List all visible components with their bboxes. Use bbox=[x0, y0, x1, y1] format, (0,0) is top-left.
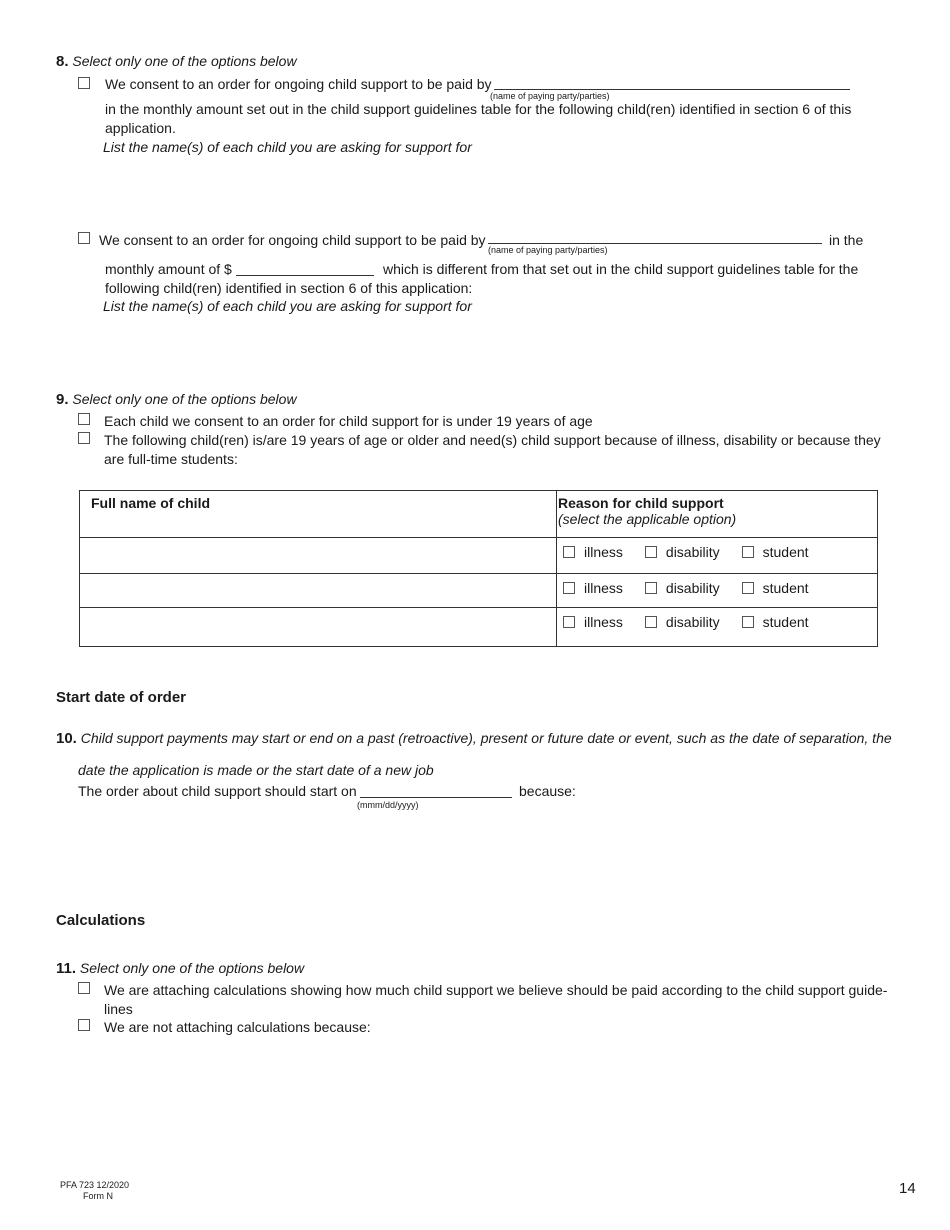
section-10-instruction: 10. Child support payments may start or end on a past (retroactive), present or future date or event, such as the date of separation, the bbox=[56, 730, 892, 747]
s11-option1-checkbox[interactable] bbox=[78, 982, 90, 994]
form-name: Form N bbox=[83, 1191, 113, 1201]
s9-option2-line2: are full-time students: bbox=[104, 451, 238, 467]
student-checkbox[interactable] bbox=[742, 616, 754, 628]
reason-cell bbox=[557, 608, 878, 647]
child-name-cell[interactable] bbox=[80, 574, 557, 608]
s8-option2-line3: following child(ren) identified in section 6 of this application: bbox=[105, 280, 473, 296]
section-11-header: 11. Select only one of the options below bbox=[56, 960, 305, 977]
disability-option[interactable]: disability bbox=[645, 614, 720, 630]
disability-option[interactable]: disability bbox=[645, 580, 720, 596]
child-name-cell[interactable] bbox=[80, 608, 557, 647]
s8-option2-paying-party-field[interactable] bbox=[488, 243, 822, 244]
s8-option2-caption: (name of paying party/parties) bbox=[488, 245, 608, 255]
illness-checkbox[interactable] bbox=[563, 582, 575, 594]
col-full-name-header: Full name of child bbox=[80, 491, 557, 538]
child-name-cell[interactable] bbox=[80, 538, 557, 574]
s8-option1-line3: application. bbox=[105, 120, 176, 136]
s9-option1-text: Each child we consent to an order for child support for is under 19 years of age bbox=[104, 413, 593, 429]
s9-option1-checkbox[interactable] bbox=[78, 413, 90, 425]
illness-option[interactable]: illness bbox=[563, 614, 623, 630]
s8-option1-line2: in the monthly amount set out in the child support guidelines table for the following child(ren) identified in section 6 of this bbox=[105, 101, 852, 117]
disability-checkbox[interactable] bbox=[645, 616, 657, 628]
s11-option2-checkbox[interactable] bbox=[78, 1019, 90, 1031]
table-row bbox=[80, 608, 878, 647]
disability-checkbox[interactable] bbox=[645, 546, 657, 558]
s8-option2-monthly-label: monthly amount of $ bbox=[105, 261, 232, 277]
section-10-instruction-line2: date the application is made or the start date of a new job bbox=[78, 762, 434, 778]
s8-option2-checkbox[interactable] bbox=[78, 232, 90, 244]
s8-option1-paying-party-field[interactable] bbox=[494, 89, 850, 90]
table-header-row bbox=[80, 491, 878, 538]
student-checkbox[interactable] bbox=[742, 582, 754, 594]
children-table bbox=[79, 490, 878, 647]
illness-option[interactable]: illness bbox=[563, 580, 623, 596]
s9-option2-line1: The following child(ren) is/are 19 years of age or older and need(s) child support because of illness, disability or because they bbox=[104, 432, 881, 448]
s9-option2-checkbox[interactable] bbox=[78, 432, 90, 444]
student-option[interactable]: student bbox=[742, 544, 809, 560]
table-row bbox=[80, 538, 878, 574]
s8-option1-text: We consent to an order for ongoing child support to be paid by bbox=[105, 76, 492, 92]
s8-option2-in-the: in the bbox=[829, 232, 864, 248]
start-date-heading: Start date of order bbox=[56, 689, 187, 706]
s8-option1-caption: (name of paying party/parties) bbox=[490, 91, 610, 101]
illness-option[interactable]: illness bbox=[563, 544, 623, 560]
start-date-field[interactable] bbox=[360, 797, 512, 798]
col-reason-header: Reason for child support (select the applicable option) bbox=[557, 491, 878, 538]
s8-option1-checkbox[interactable] bbox=[78, 77, 90, 89]
s8-option2-list-label: List the name(s) of each child you are asking for support for bbox=[103, 298, 472, 314]
start-date-caption: (mmm/dd/yyyy) bbox=[357, 800, 419, 810]
section-8-header: 8. Select only one of the options below bbox=[56, 53, 297, 70]
illness-checkbox[interactable] bbox=[563, 616, 575, 628]
start-date-because: because: bbox=[519, 783, 576, 799]
s8-option2-different-text: which is different from that set out in the child support guidelines table for the bbox=[383, 261, 859, 277]
page-number: 14 bbox=[899, 1180, 916, 1197]
illness-checkbox[interactable] bbox=[563, 546, 575, 558]
reason-cell bbox=[557, 538, 878, 574]
disability-checkbox[interactable] bbox=[645, 582, 657, 594]
student-checkbox[interactable] bbox=[742, 546, 754, 558]
s8-option2-amount-field[interactable] bbox=[236, 275, 374, 276]
calculations-heading: Calculations bbox=[56, 912, 146, 929]
disability-option[interactable]: disability bbox=[645, 544, 720, 560]
start-date-label: The order about child support should start on bbox=[78, 783, 357, 799]
section-9-header: 9. Select only one of the options below bbox=[56, 391, 297, 408]
table-row bbox=[80, 574, 878, 608]
student-option[interactable]: student bbox=[742, 614, 809, 630]
student-option[interactable]: student bbox=[742, 580, 809, 596]
s8-option2-text: We consent to an order for ongoing child support to be paid by bbox=[99, 232, 486, 248]
reason-cell bbox=[557, 574, 878, 608]
s11-option1-line1: We are attaching calculations showing how much child support we believe should be paid according to the child support guide- bbox=[104, 982, 888, 998]
form-code: PFA 723 12/2020 bbox=[60, 1180, 130, 1190]
s8-option1-list-label: List the name(s) of each child you are asking for support for bbox=[103, 139, 472, 155]
s11-option2-text: We are not attaching calculations because: bbox=[104, 1019, 371, 1035]
s11-option1-line2: lines bbox=[104, 1001, 133, 1017]
